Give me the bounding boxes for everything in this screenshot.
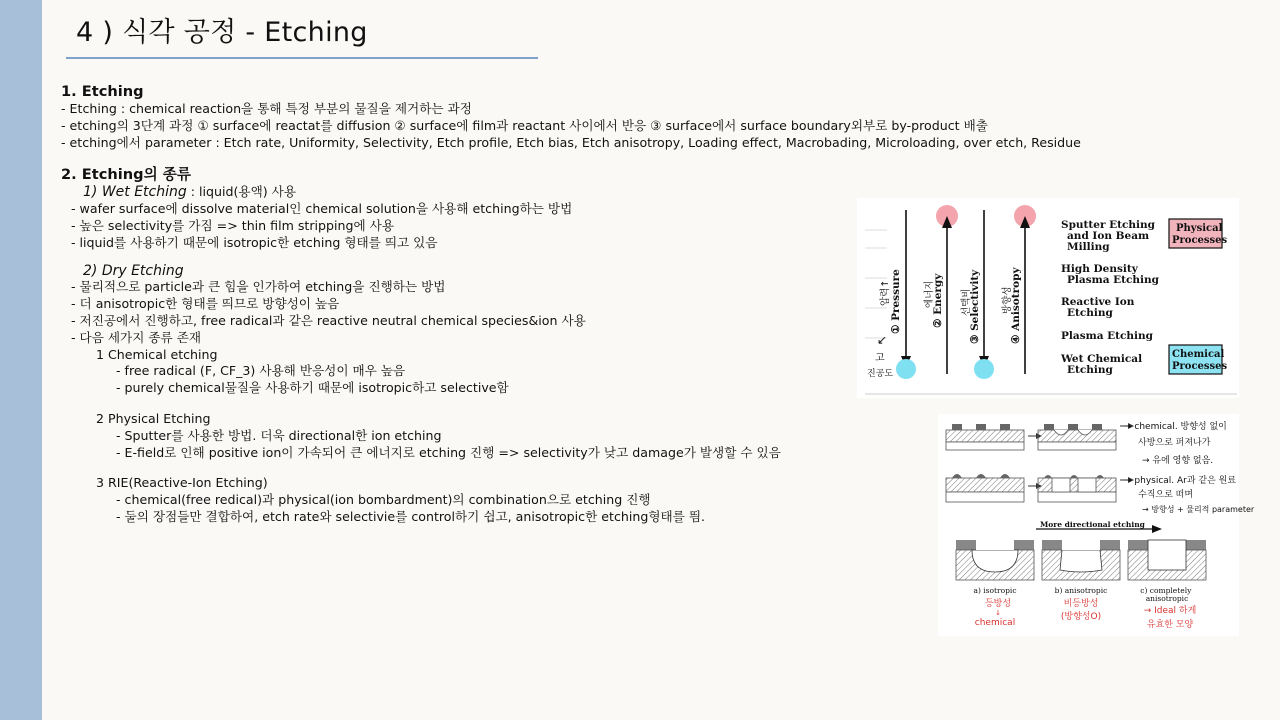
pressure-axis-label: ① Pressure (890, 269, 902, 334)
anisotropic-hand-1: 비등방성 (1063, 599, 1099, 609)
dry-type-1-name: 1 Chemical etching (96, 346, 218, 362)
chemical-processes-label: Chemical Processes (1172, 349, 1228, 372)
physical-etch-sketch (946, 474, 1134, 502)
dry-type-1-line-2: - purely chemical물질을 사용하기 때문에 isotropic하고 selective함 (116, 380, 509, 396)
selectivity-hand-note: 선택비 (961, 288, 972, 316)
profile-anisotropic-sketch (1042, 540, 1120, 580)
dry-etching-title: 2) Dry Etching (83, 262, 184, 279)
process-plasma-etching: Plasma Etching (1061, 330, 1154, 342)
physical-processes-label: Physical Processes (1172, 223, 1228, 246)
selectivity-high-dot (974, 359, 994, 379)
completely-hand-2: 유효한 모양 (1146, 620, 1194, 630)
wet-line-2: - 높은 selectivity를 가짐 => thin film stripping에 사용 (71, 217, 394, 233)
profile-completely-label: c) completely anisotropic (1140, 586, 1192, 603)
dry-type-2-line-2: - E-field로 인해 positive ion이 가속되어 큰 에너지로 etching 진행 => selectivity가 낮고 damage가 발생할 수 있음 (116, 444, 781, 460)
physical-note-2: 수직으로 떠며 (1138, 490, 1194, 500)
vacuum-note-high: 고 (875, 353, 885, 364)
profile-isotropic-label: a) isotropic (973, 586, 1017, 595)
dry-line-2: - 더 anisotropic한 형태를 띄므로 방향성이 높음 (71, 296, 340, 312)
section1-line-1: - Etching : chemical reaction을 통해 특정 부분의 물질을 제거하는 과정 (61, 101, 472, 116)
process-rie: Reactive Ion Etching (1061, 296, 1135, 319)
slide-title: 4 ) 식각 공정 - Etching (76, 17, 368, 48)
more-directional-etching-label: More directional etching (1040, 520, 1145, 529)
process-hdp-etching: High Density Plasma Etching (1061, 263, 1160, 286)
anisotropy-axis-label: ④ Anisotropy (1010, 267, 1022, 344)
chemical-note-1: → chemical. 방향성 없이 (1124, 422, 1227, 432)
side-accent-bar (0, 0, 42, 720)
physical-note-3: → 방향성 + 물리적 parameter (1142, 505, 1255, 514)
chemical-etch-sketch (946, 423, 1134, 450)
wet-line-3: - liquid를 사용하기 때문에 isotropic한 etching 형태를 띄고 있음 (71, 234, 438, 250)
chemical-note-2: 사방으로 퍼져나가 (1138, 438, 1211, 448)
selectivity-axis-label: ③ Selectivity (969, 269, 981, 344)
dry-line-3: - 저진공에서 진행하고, free radical과 같은 reactive neutral chemical species&ion 사용 (71, 312, 586, 328)
dry-type-2-line-1: - Sputter를 사용한 방법. 더욱 directional한 ion etching (116, 427, 442, 443)
anisotropy-hand-note: 방향성 (1002, 286, 1013, 314)
dry-line-4: - 다음 세가지 종류 존재 (71, 329, 202, 345)
process-sputter-etching: Sputter Etching and Ion Beam Milling (1061, 219, 1155, 253)
chemical-note-3: → 유에 영향 없음. (1142, 456, 1214, 466)
isotropic-hand-2: ↓ (995, 609, 1001, 617)
dry-type-2-name: 2 Physical Etching (96, 410, 211, 426)
anisotropic-hand-2: (방향성O) (1060, 612, 1102, 622)
etch-process-spectrum-figure (857, 198, 1239, 398)
dry-type-3-line-1: - chemical(free redical)과 physical(ion bombardment)의 combination으로 etching 진행 (116, 492, 651, 508)
section1-line-3: - etching에서 parameter : Etch rate, Uniformity, Selectivity, Etch profile, Etch bias, Etch anisotropy, Loading effect, Macrobading, Microloading, over etch, Residue (61, 134, 1081, 150)
section1-line-2: - etching의 3단계 과정 ① surface에 reactat를 diffusion ② surface에 film과 reactant 사이에서 반응 ③ surface에서 surface boundary외부로 by-product 배출 (61, 117, 988, 133)
pressure-low-dot (896, 359, 916, 379)
dry-line-1: - 물리적으로 particle과 큰 힘을 인가하여 etching을 진행하는 방법 (71, 279, 446, 295)
physical-note-1: → physical. Ar과 같은 원료 (1124, 476, 1237, 486)
energy-hand-note: 에너지 (924, 280, 935, 308)
isotropic-hand-3: chemical (974, 618, 1016, 628)
section1-heading: 1. Etching (61, 83, 144, 100)
wet-line-1: - wafer surface에 dissolve material인 chemical solution을 사용해 etching하는 방법 (71, 201, 573, 217)
profile-anisotropic-label: b) anisotropic (1054, 586, 1108, 595)
dry-type-3-line-2: - 둘의 장점들만 결합하여, etch rate와 selectivie를 control하기 쉽고, anisotropic한 etching형태를 띔. (116, 508, 706, 524)
dry-type-3-name: 3 RIE(Reactive-Ion Etching) (96, 475, 268, 491)
energy-axis-label: ② Energy (932, 273, 944, 328)
etch-profile-figure (938, 414, 1255, 636)
wet-etching-title-text: 1) Wet Etching (83, 184, 187, 201)
title-underline (66, 57, 538, 59)
dry-type-1-line-1: - free radical (F, CF_3) 사용해 반응성이 매우 높음 (116, 363, 406, 379)
completely-hand-1: → Ideal 하게 (1143, 606, 1197, 616)
wet-etching-title-suffix: : liquid(용액) 사용 (186, 184, 296, 200)
section2-heading: 2. Etching의 종류 (61, 166, 191, 184)
profile-isotropic-sketch (956, 540, 1034, 580)
vacuum-note-degree: 진공도 (867, 369, 894, 379)
pressure-hand-note: 압력↑ (880, 279, 891, 306)
vacuum-note-arrow: ↙ (877, 333, 888, 347)
isotropic-hand-1: 등방성 (984, 599, 1012, 609)
profile-completely-anisotropic-sketch (1128, 540, 1206, 580)
process-wet-chemical-etching: Wet Chemical Etching (1061, 353, 1143, 376)
